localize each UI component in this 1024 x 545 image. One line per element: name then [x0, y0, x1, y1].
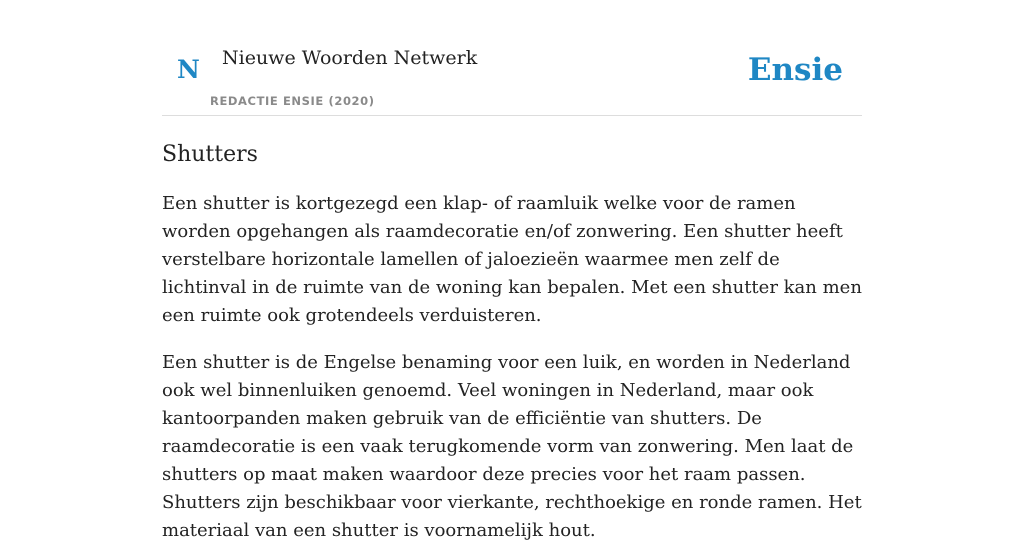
entry-header — [162, 0, 862, 116]
page-title: Shutters — [162, 142, 258, 167]
source-author: REDACTIE ENSIE (2020) — [210, 94, 375, 108]
entry-card — [162, 0, 862, 541]
article-paragraph: Een shutter is de Engelse benaming voor een luik, en worden in Nederland ook wel binnenluiken genoemd. Veel woningen in Nederland, maar ook kantoorpanden maken gebruik van de efficiëntie van shutters. De raamdecoratie is een vaak terugkomende vorm van zonwering. Men laat de shutters op maat maken waardoor deze precies voor het raam passen. Shutters zijn beschikbaar voor vierkante, rechthoekige en ronde ramen. Het materiaal van een shutter is voornamelijk hout. — [162, 352, 862, 541]
source-title[interactable]: Nieuwe Woorden Netwerk — [222, 47, 478, 69]
ensie-logo[interactable]: Ensie — [747, 52, 843, 88]
source-logo-icon: N — [177, 55, 200, 84]
article-paragraph: Een shutter is kortgezegd een klap- of raamluik welke voor de ramen worden opgehangen als raamdecoratie en/of zonwering. Een shutter heeft verstelbare horizontale lamellen of jaloezieën waarmee men zelf de lichtinval in de ruimte van de woning kan bepalen. Met een shutter kan men een ruimte ook grotendeels verduisteren. — [162, 193, 862, 326]
